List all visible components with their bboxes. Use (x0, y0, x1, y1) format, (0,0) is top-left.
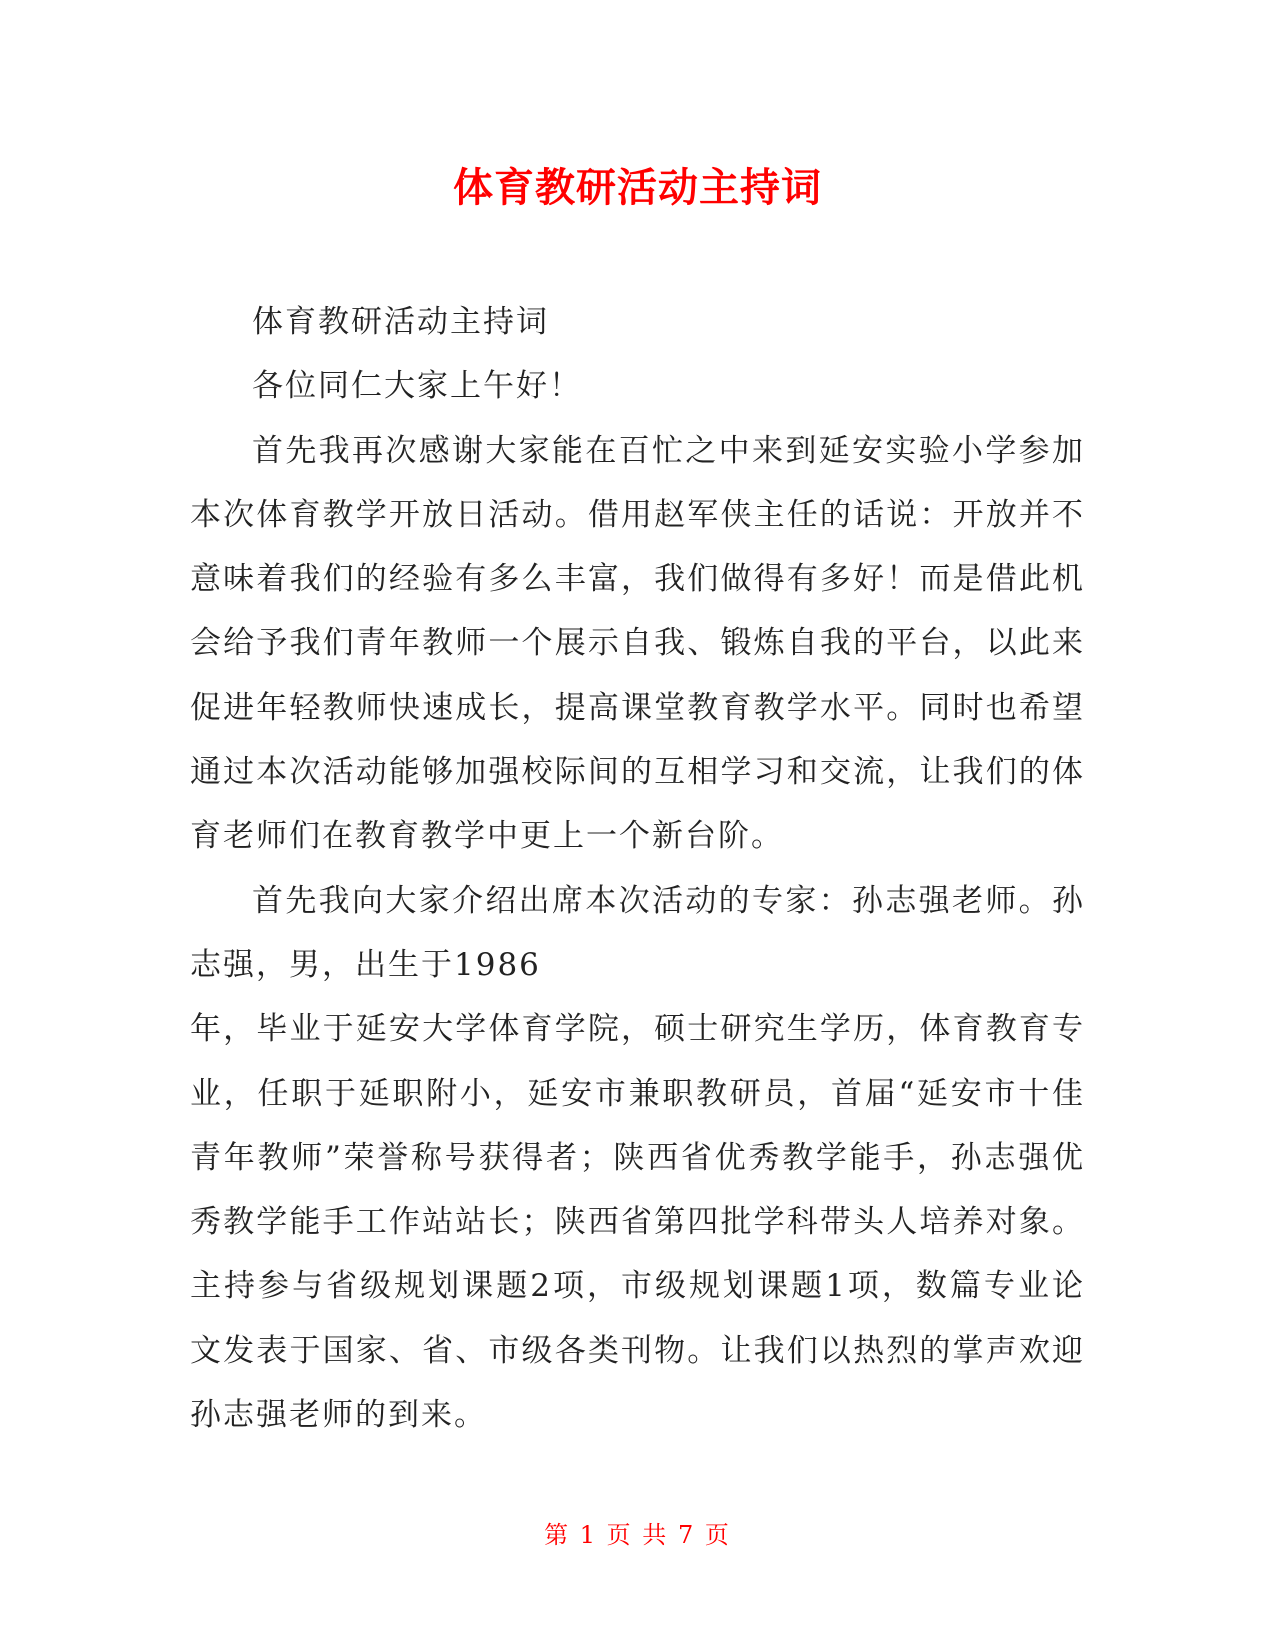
document-title: 体育教研活动主持词 (453, 165, 822, 211)
paragraph-expert-intro: 首先我向大家介绍出席本次活动的专家：孙志强老师。孙志强，男，出生于1986 (190, 882, 1085, 983)
paragraph-thanks: 首先我再次感谢大家能在百忙之中来到延安实验小学参加本次体育教学开放日活动。借用赵军侠主任的话说：开放并不意味着我们的经验有多么丰富，我们做得有多好！而是借此机会给予我们青年教师一个展示自我、锻炼自我的平台，以此来促进年轻教师快速成长，提高课堂教育教学水平。同时也希望通过本次活动能够加强校际间的互相学习和交流，让我们的体育老师们在教育教学中更上一个新台阶。 (190, 432, 1085, 855)
page-footer: 第 1 页 共 7 页 (544, 1521, 731, 1549)
paragraph-heading: 体育教研活动主持词 (252, 304, 549, 340)
paragraph-expert-bio: 年，毕业于延安大学体育学院，硕士研究生学历，体育教育专业，任职于延职附小，延安市兼职教研员，首届“延安市十佳青年教师”荣誉称号获得者；陕西省优秀教学能手，孙志强优秀教学能手工作站站长；陕西省第四批学科带头人培养对象。主持参与省级规划课题2项，市级规划课题1项，数篇专业论文发表于国家、省、市级各类刊物。让我们以热烈的掌声欢迎孙志强老师的到来。 (190, 1011, 1085, 1434)
paragraph-greeting: 各位同仁大家上午好！ (252, 368, 582, 405)
document-body (190, 290, 1085, 1447)
